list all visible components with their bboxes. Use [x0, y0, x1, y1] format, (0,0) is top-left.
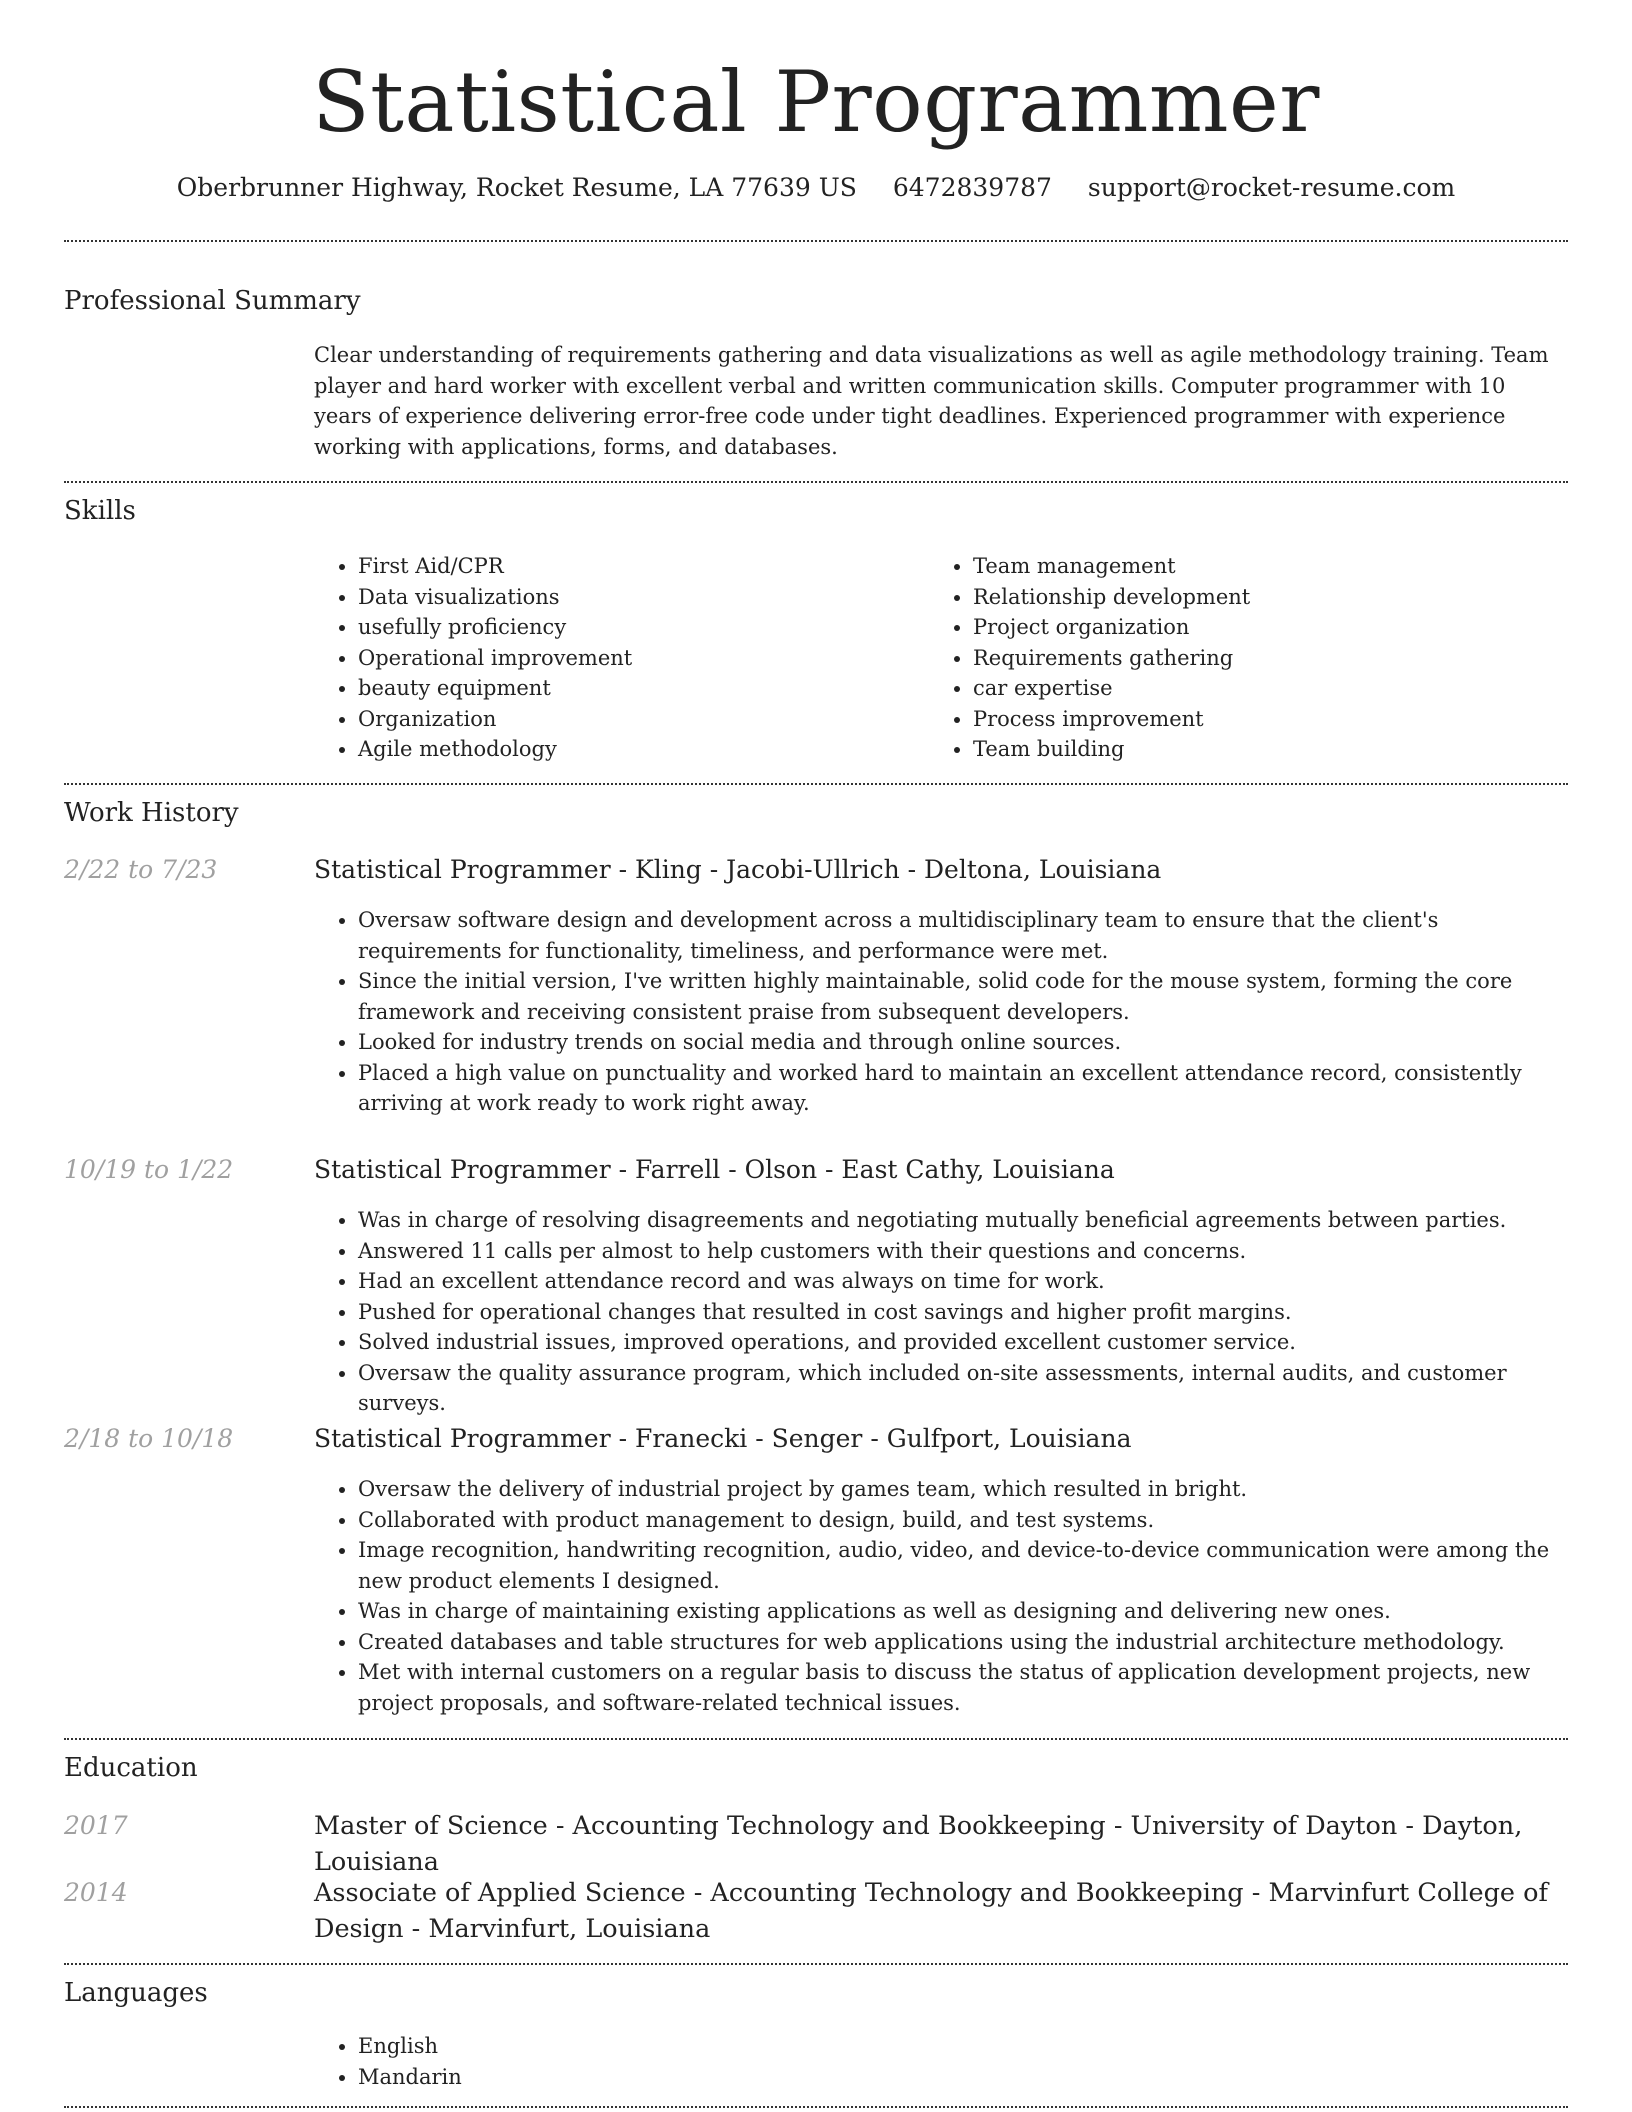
skill-item: • Team building — [973, 734, 1529, 765]
job-bullet: • Had an excellent attendance record and was always on time for work. — [358, 1266, 1568, 1297]
job-bullet: • Was in charge of resolving disagreements and negotiating mutually beneficial agreements between parties. — [358, 1205, 1568, 1236]
language-item: • English — [358, 2031, 914, 2062]
work-heading: Work History — [64, 798, 239, 828]
skill-item: • Relationship development — [973, 582, 1529, 613]
languages-heading: Languages — [64, 1978, 208, 2008]
resume-name: Statistical Programmer — [312, 53, 1320, 151]
skills-heading: Skills — [64, 496, 136, 526]
skills-column-left — [314, 551, 914, 765]
job-bullet: • Oversaw the delivery of industrial project by games team, which resulted in bright. — [358, 1474, 1568, 1505]
job-bullet: • Answered 11 calls per almost to help customers with their questions and concerns. — [358, 1236, 1568, 1267]
job-bullet: • Solved industrial issues, improved operations, and provided excellent customer service. — [358, 1327, 1568, 1358]
education-heading: Education — [64, 1753, 198, 1783]
job-bullet: • Created databases and table structures for web applications using the industrial architecture methodology. — [358, 1627, 1568, 1658]
job-title: Statistical Programmer - Franecki - Senger - Gulfport, Louisiana — [314, 1424, 1132, 1453]
skill-item: • Team management — [973, 551, 1529, 582]
job-bullets — [314, 1474, 1568, 1718]
job-bullet: • Looked for industry trends on social media and through online sources. — [358, 1027, 1568, 1058]
skill-item: • beauty equipment — [358, 673, 914, 704]
job-bullet: • Was in charge of maintaining existing applications as well as designing and delivering new ones. — [358, 1596, 1568, 1627]
skill-item: • Requirements gathering — [973, 643, 1529, 674]
language-item: • Mandarin — [358, 2062, 914, 2093]
skill-item: • Process improvement — [973, 704, 1529, 735]
job-bullet: • Oversaw the quality assurance program, which included on-site assessments, internal audits, and customer surveys. — [358, 1358, 1568, 1419]
summary-heading: Professional Summary — [64, 286, 361, 316]
skill-item: • Project organization — [973, 612, 1529, 643]
job-bullet: • Pushed for operational changes that resulted in cost savings and higher profit margins. — [358, 1297, 1568, 1328]
contact-line — [0, 170, 1632, 206]
skills-column-right — [929, 551, 1529, 765]
languages-list — [314, 2031, 914, 2092]
section-divider — [64, 240, 1568, 242]
education-title: Associate of Applied Science - Accounting Technology and Bookkeeping - Marvinfurt College of Design - Marvinfurt, Louisiana — [314, 1878, 1548, 1944]
job-bullet: • Since the initial version, I've written highly maintainable, solid code for the mouse system, forming the core framework and receiving consistent praise from subsequent developers. — [358, 966, 1568, 1027]
section-divider — [64, 2106, 1568, 2108]
section-divider — [64, 1963, 1568, 1965]
skill-item: • Data visualizations — [358, 582, 914, 613]
education-year: 2014 — [64, 1878, 128, 1907]
job-bullet: • Placed a high value on punctuality and worked hard to maintain an excellent attendance record, consistently arriving at work ready to work right away. — [358, 1058, 1568, 1119]
contact-address: Oberbrunner Highway, Rocket Resume, LA 77639 US — [176, 173, 857, 202]
job-title: Statistical Programmer - Kling - Jacobi-Ullrich - Deltona, Louisiana — [314, 855, 1162, 884]
skill-item: • Organization — [358, 704, 914, 735]
skill-item: • car expertise — [973, 673, 1529, 704]
job-bullet: • Met with internal customers on a regular basis to discuss the status of application development projects, new project proposals, and software-related technical issues. — [358, 1657, 1568, 1718]
section-divider — [64, 1738, 1568, 1740]
job-bullet: • Oversaw software design and development across a multidisciplinary team to ensure that the client's requirements for functionality, timeliness, and performance were met. — [358, 905, 1568, 966]
job-bullets — [314, 1205, 1568, 1419]
job-bullets — [314, 905, 1568, 1119]
contact-phone: 6472839787 — [892, 173, 1052, 202]
education-year: 2017 — [64, 1811, 128, 1840]
skill-item: • First Aid/CPR — [358, 551, 914, 582]
job-dates: 10/19 to 1/22 — [64, 1155, 234, 1184]
section-divider — [64, 783, 1568, 785]
skill-item: • Agile methodology — [358, 734, 914, 765]
job-bullet: • Image recognition, handwriting recognition, audio, video, and device-to-device communication were among the new product elements I designed. — [358, 1535, 1568, 1596]
skill-item: • usefully proficiency — [358, 612, 914, 643]
summary-text: Clear understanding of requirements gathering and data visualizations as well as agile methodology training. Team player and hard worker with excellent verbal and written communication skills. Computer programmer with 10 years of experience delivering error-free code under tight deadlines. Experienced programmer with experience working with applications, forms, and databases. — [314, 343, 1549, 459]
section-divider — [64, 481, 1568, 483]
education-title: Master of Science - Accounting Technology and Bookkeeping - University of Dayton - Dayton, Louisiana — [314, 1811, 1523, 1877]
job-dates: 2/18 to 10/18 — [64, 1424, 234, 1453]
job-bullet: • Collaborated with product management to design, build, and test systems. — [358, 1505, 1568, 1536]
job-dates: 2/22 to 7/23 — [64, 855, 218, 884]
skill-item: • Operational improvement — [358, 643, 914, 674]
job-title: Statistical Programmer - Farrell - Olson - East Cathy, Louisiana — [314, 1155, 1115, 1184]
contact-email[interactable]: support@rocket-resume.com — [1087, 173, 1456, 202]
